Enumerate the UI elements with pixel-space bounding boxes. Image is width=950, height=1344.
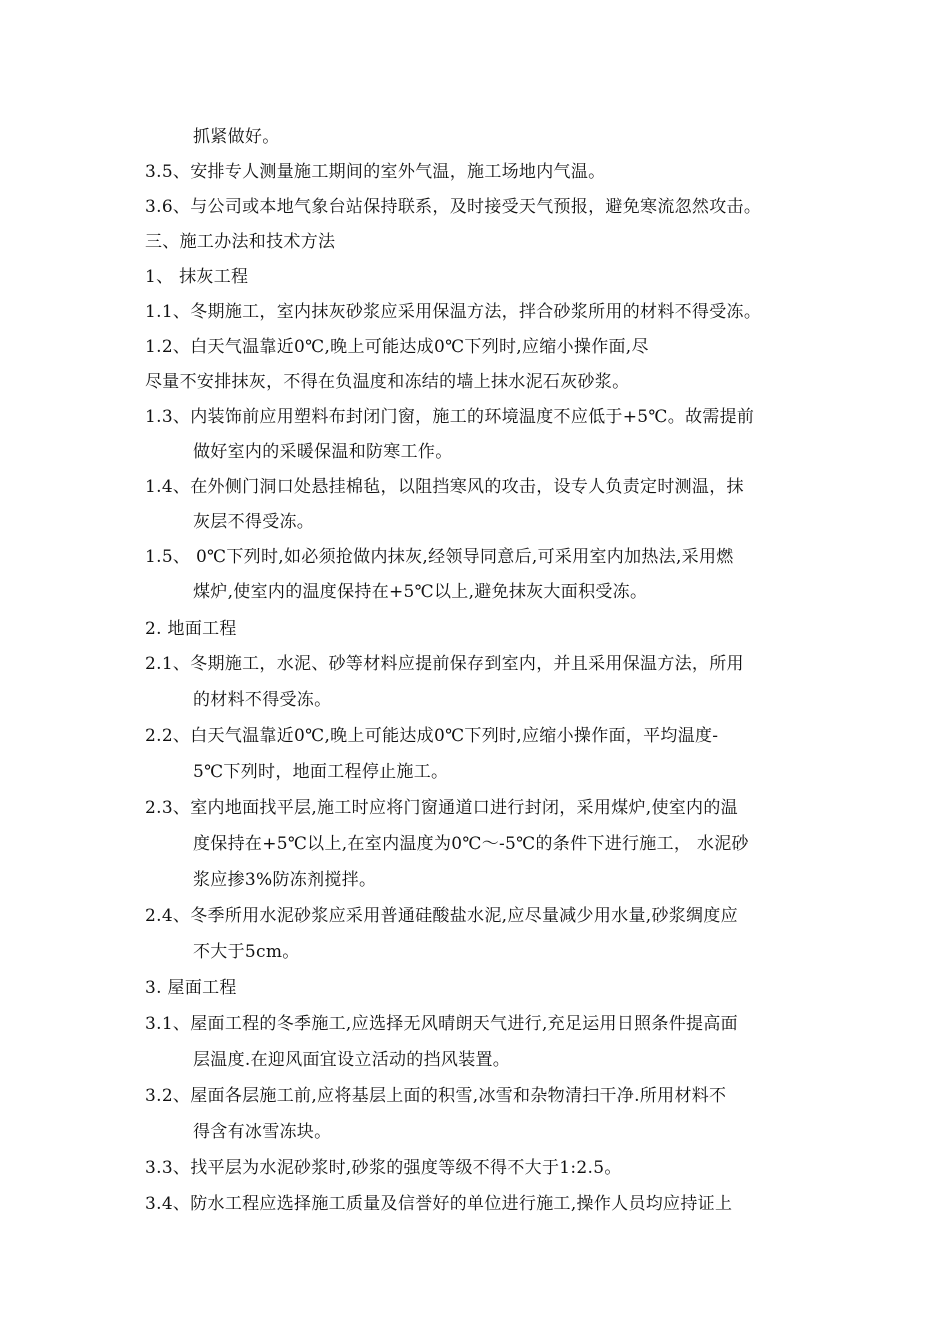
text-line: 1.4、在外侧门洞口处悬挂棉毡，以阻挡寒风的攻击，设专人负责定时测温，抹 xyxy=(145,477,744,497)
text-line: 3.3、找平层为水泥砂浆时,砂浆的强度等级不得不大于1:2.5。 xyxy=(145,1158,622,1178)
text-line: 1.1、冬期施工，室内抹灰砂浆应采用保温方法，拌合砂浆所用的材料不得受冻。 xyxy=(145,302,762,322)
text-line: 尽量不安排抹灰，不得在负温度和冻结的墙上抹水泥石灰砂浆。 xyxy=(145,372,630,392)
subsection-heading: 1、 抹灰工程 xyxy=(145,267,249,287)
subsection-heading: 2. 地面工程 xyxy=(145,619,237,639)
section-heading: 三、施工办法和技术方法 xyxy=(145,232,336,252)
text-line: 度保持在+5℃以上,在室内温度为0℃～-5℃的条件下进行施工， 水泥砂 xyxy=(193,834,749,854)
text-line: 3.4、防水工程应选择施工质量及信誉好的单位进行施工,操作人员均应持证上 xyxy=(145,1194,733,1214)
text-line: 的材料不得受冻。 xyxy=(193,690,332,710)
text-line: 煤炉,使室内的温度保持在+5℃以上,避免抹灰大面积受冻。 xyxy=(193,582,648,602)
text-line: 1.5、 0℃下列时,如必须抢做内抹灰,经领导同意后,可采用室内加热法,采用燃 xyxy=(145,547,734,567)
text-line: 2.4、冬季所用水泥砂浆应采用普通硅酸盐水泥,应尽量减少用水量,砂浆绸度应 xyxy=(145,906,738,926)
text-line: 3.6、与公司或本地气象台站保持联系，及时接受天气预报，避免寒流忽然攻击。 xyxy=(145,197,762,217)
text-line: 得含有冰雪冻块。 xyxy=(193,1122,332,1142)
text-line: 抓紧做好。 xyxy=(193,127,280,147)
text-line: 做好室内的采暖保温和防寒工作。 xyxy=(193,442,453,462)
text-line: 不大于5cm。 xyxy=(193,942,300,962)
subsection-heading: 3. 屋面工程 xyxy=(145,978,237,998)
text-line: 1.3、内装饰前应用塑料布封闭门窗，施工的环境温度不应低于+5℃。故需提前 xyxy=(145,407,755,427)
text-line: 5℃下列时，地面工程停止施工。 xyxy=(193,762,449,782)
text-line: 浆应掺3%防冻剂搅拌。 xyxy=(193,870,377,890)
text-line: 2.2、白天气温靠近0℃,晚上可能达成0℃下列时,应缩小操作面，平均温度- xyxy=(145,726,719,746)
text-line: 3.2、屋面各层施工前,应将基层上面的积雪,冰雪和杂物清扫干净.所用材料不 xyxy=(145,1086,727,1106)
text-line: 层温度.在迎风面宜设立活动的挡风装置。 xyxy=(193,1050,511,1070)
text-line: 2.1、冬期施工，水泥、砂等材料应提前保存到室内，并且采用保温方法，所用 xyxy=(145,654,744,674)
text-line: 2.3、室内地面找平层,施工时应将门窗通道口进行封闭，采用煤炉,使室内的温 xyxy=(145,798,738,818)
text-line: 1.2、白天气温靠近0℃,晚上可能达成0℃下列时,应缩小操作面,尽 xyxy=(145,337,649,357)
text-line: 3.1、屋面工程的冬季施工,应选择无风晴朗天气进行,充足运用日照条件提高面 xyxy=(145,1014,738,1034)
text-line: 3.5、安排专人测量施工期间的室外气温，施工场地内气温。 xyxy=(145,162,606,182)
text-line: 灰层不得受冻。 xyxy=(193,512,315,532)
